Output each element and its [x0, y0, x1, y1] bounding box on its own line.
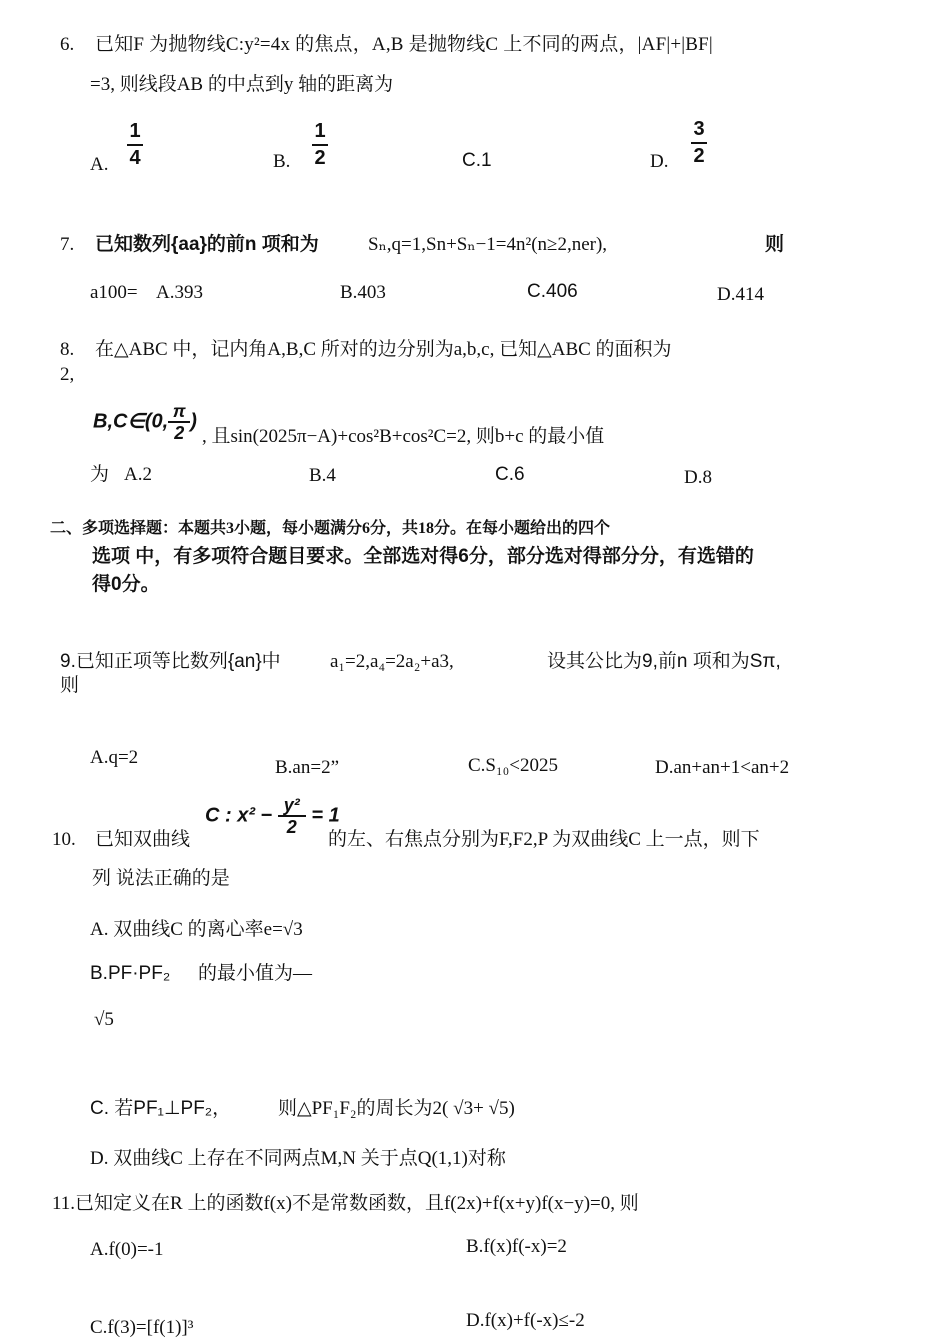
q6-option-b-numerator: 1: [314, 120, 326, 142]
q11-option-b: B.f(x)f(-x)=2: [466, 1236, 567, 1257]
fraction-bar: [691, 142, 707, 144]
q8-condition-prefix: B,C∈(0,: [93, 410, 169, 433]
q8-stem-line2: , 且sin(2025π−A)+cos²B+cos²C=2, 则b+c 的最小值: [202, 426, 605, 447]
q7-number: 7.: [60, 234, 75, 255]
q10-stem-line2: 列 说法正确的是: [92, 868, 230, 889]
q10-number: 10.: [52, 829, 76, 850]
q6-option-a-denominator: 4: [129, 147, 141, 169]
q8-option-c: C.6: [495, 464, 525, 485]
q7-option-d: D.414: [717, 284, 764, 305]
q10-equation-numerator: y²: [283, 795, 300, 815]
q10-option-a: A. 双曲线C 的离心率e=√3: [90, 919, 303, 940]
q6-option-b-label: B.: [273, 151, 291, 172]
q9-option-c: C.S₁₀<2025: [468, 755, 558, 776]
q6-option-a-fraction: [127, 121, 143, 169]
q7-option-c: C.406: [527, 281, 578, 302]
q7-stem-part3: 则: [765, 234, 785, 255]
q8-stem-line3: 为: [90, 464, 110, 485]
q6-option-a-numerator: 1: [129, 120, 141, 142]
q10-equation-left: C : x² −: [205, 804, 273, 827]
q10-hyperbola-equation: [205, 796, 340, 836]
q8-condition-formula: [93, 402, 197, 442]
fraction-bar: [127, 144, 143, 146]
q10-equation-denominator: 2: [286, 817, 297, 837]
q8-condition-denominator: 2: [174, 423, 185, 443]
q7-stem-part1: 已知数列{aa}的前n 项和为: [95, 234, 319, 255]
section2-heading-line3: 得0分。: [92, 574, 160, 595]
q9-stem-part2: a₁=2,a₄=2a₂+a3,: [330, 651, 454, 672]
q9-stem-line2: 则: [60, 675, 80, 696]
q9-stem-part3: 设其公比为9,前n 项和为Sπ,: [547, 651, 781, 672]
q10-option-d: D. 双曲线C 上存在不同两点M,N 关于点Q(1,1)对称: [90, 1148, 506, 1169]
q6-option-b-fraction: [312, 121, 328, 169]
q10-stem-prefix: 已知双曲线: [95, 829, 191, 850]
q9-option-d: D.an+an+1<an+2: [655, 757, 790, 778]
q8-option-a: A.2: [124, 464, 152, 485]
section2-heading-line1: 二、多项选择题：本题共3小题，每小题满分6分，共18分。在每小题给出的四个: [50, 520, 611, 537]
q11-option-a: A.f(0)=-1: [90, 1239, 164, 1260]
q6-stem-line2: =3, 则线段AB 的中点到y 轴的距离为: [90, 74, 394, 95]
q6-option-d-label: D.: [650, 151, 669, 172]
q6-option-d-fraction: [691, 119, 707, 167]
q10-option-b-formula: B.PF·PF₂: [90, 963, 171, 984]
q10-equation-right: = 1: [311, 804, 340, 827]
q10-stem-suffix: 的左、右焦点分别为F,F2,P 为双曲线C 上一点，则下: [328, 829, 760, 850]
q7-option-b: B.403: [340, 282, 386, 303]
q10-option-c-text: 则△PF₁F₂的周长为2( √3+ √5): [278, 1098, 515, 1119]
q8-condition-suffix: ): [190, 410, 197, 433]
q6-option-c: C.1: [462, 150, 492, 171]
q10-option-b-value: √5: [94, 1009, 114, 1030]
q7-stem-part2: Sₙ,q=1,Sn+Sₙ−1=4n²(n≥2,ner),: [368, 234, 608, 255]
q10-option-b-text: 的最小值为—: [198, 963, 313, 984]
q11-stem: 11.已知定义在R 上的函数f(x)不是常数函数，且f(2x)+f(x+y)f(x−y)=0, 则: [52, 1193, 639, 1214]
q8-condition-numerator: π: [172, 401, 186, 421]
q8-option-d: D.8: [684, 467, 712, 488]
q7-option-a: A.393: [156, 282, 203, 303]
q10-option-c-condition: C. 若PF₁⊥PF₂，: [90, 1098, 232, 1119]
section2-heading-line2: 选项 中，有多项符合题目要求。全部选对得6分，部分选对得部分分，有选错的: [92, 546, 754, 567]
q6-number: 6.: [60, 34, 75, 55]
q8-stem-line1b: 2,: [60, 364, 75, 385]
q8-number: 8.: [60, 339, 75, 360]
q9-stem-part1: 9.已知正项等比数列{an}中: [60, 651, 281, 672]
q9-option-b: B.an=2”: [275, 757, 340, 778]
q8-stem-line1: 在△ABC 中，记内角A,B,C 所对的边分别为a,b,c, 已知△ABC 的面积为: [95, 339, 672, 360]
q7-stem-line2: a100=: [90, 282, 138, 303]
q6-stem-line1: 已知F 为抛物线C:y²=4x 的焦点，A,B 是抛物线C 上不同的两点，|AF|+|BF|: [95, 34, 713, 55]
q9-option-a: A.q=2: [90, 747, 139, 768]
q11-option-d: D.f(x)+f(-x)≤-2: [466, 1310, 585, 1331]
fraction-bar: [312, 144, 328, 146]
q6-option-d-denominator: 2: [693, 145, 705, 167]
q8-option-b: B.4: [309, 465, 336, 486]
q6-option-b-denominator: 2: [314, 147, 326, 169]
q6-option-d-numerator: 3: [693, 118, 705, 140]
q6-option-a-label: A.: [90, 154, 109, 175]
q11-option-c: C.f(3)=[f(1)]³: [90, 1317, 194, 1338]
